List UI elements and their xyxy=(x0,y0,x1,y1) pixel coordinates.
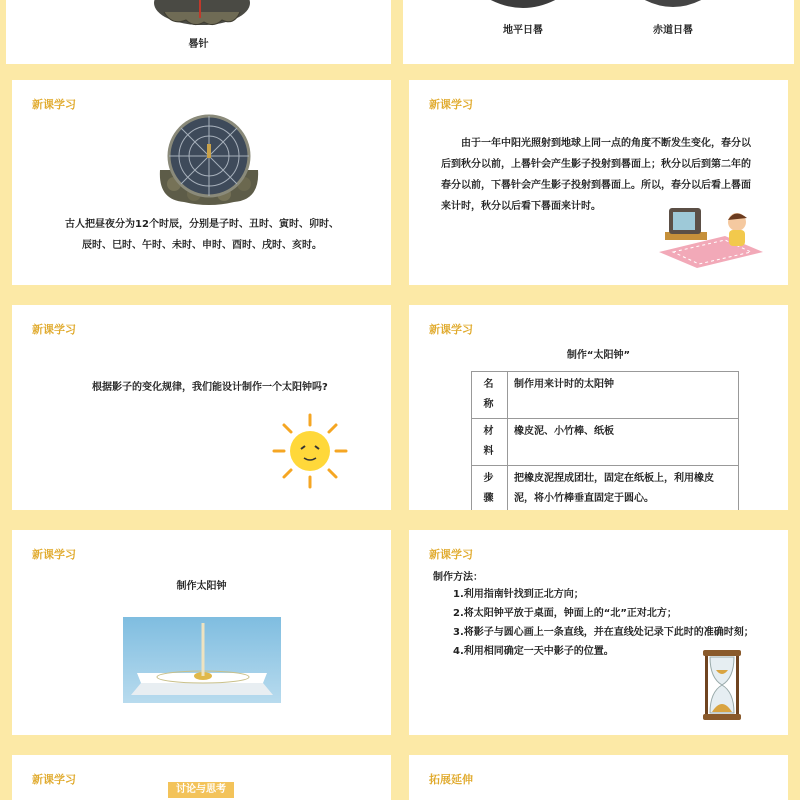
slide-timekeeping xyxy=(12,80,391,285)
table-row xyxy=(472,372,739,419)
slide-tag: 新课学习 xyxy=(32,98,76,111)
row-key: 材料 xyxy=(472,419,508,466)
row-value: 把橡皮泥捏成团壮，固定在纸板上，利用橡皮泥，将小竹棒垂直固定于圆心。 xyxy=(508,466,739,511)
table-row xyxy=(472,419,739,466)
question-text: 根据影子的变化规律，我们能设计制作一个太阳钟吗? xyxy=(92,382,328,393)
slide-tag: 新课学习 xyxy=(32,773,76,786)
slide-question xyxy=(12,305,391,510)
list-item: 2.将太阳钟平放于桌面，钟面上的“北”正对北方； xyxy=(453,608,677,619)
seasons-text: 由于一年中阳光照射到地球上同一点的角度不断发生变化，春分以后到秋分以前，上晷针会产生影子投射到晷面上；秋分以后到第二年的春分以前，下晷针会产生影子投射到晷面上。所以，春分以后看上晷面来计时，秋分以后看下晷面来计时。 xyxy=(441,138,751,212)
row-key: 步骤 xyxy=(472,466,508,511)
list-item: 1.利用指南针找到正北方向； xyxy=(453,589,584,600)
slide-tag: 新课学习 xyxy=(429,548,473,561)
photo-title: 制作太阳钟 xyxy=(176,581,227,592)
child-watching-tv-illustration xyxy=(655,202,767,268)
slide-tag: 新课学习 xyxy=(429,98,473,111)
sun-illustration xyxy=(272,413,348,489)
slide-tag: 新课学习 xyxy=(32,323,76,336)
slide-method xyxy=(409,530,788,735)
slide-tag: 新课学习 xyxy=(429,323,473,336)
row-key: 名称 xyxy=(472,372,508,419)
horizontal-sundial-caption: 地平日晷 xyxy=(503,25,543,36)
slide-tag: 拓展延伸 xyxy=(429,773,473,786)
discussion-badge: 讨论与思考 xyxy=(168,782,234,798)
slide-top-left xyxy=(6,0,391,64)
slide-top-right xyxy=(403,0,794,64)
list-item: 4.利用相同确定一天中影子的位置。 xyxy=(453,646,614,657)
row-value: 橡皮泥、小竹棒、纸板 xyxy=(508,419,739,466)
list-item: 3.将影子与圆心画上一条直线，并在直线处记录下此时的准确时刻； xyxy=(453,627,754,638)
project-table xyxy=(471,371,739,510)
hourglass-illustration xyxy=(697,648,747,722)
gnomon-caption: 晷针 xyxy=(188,39,209,50)
table-title: 制作“太阳钟” xyxy=(566,350,631,361)
equatorial-sundial-caption: 赤道日晷 xyxy=(653,25,693,36)
equatorial-sundial-image xyxy=(633,0,713,18)
slide-seasons xyxy=(409,80,788,285)
method-heading: 制作方法： xyxy=(433,572,483,583)
slide-extension xyxy=(409,755,788,800)
sundial-image xyxy=(154,114,264,206)
slide-make-sun-clock-photo xyxy=(12,530,391,735)
sun-clock-photo xyxy=(123,617,281,703)
table-row xyxy=(472,466,739,511)
slide-discussion xyxy=(12,755,391,800)
slide-make-sun-clock-table xyxy=(409,305,788,510)
horizontal-sundial-image xyxy=(483,0,563,18)
slide-tag: 新课学习 xyxy=(32,548,76,561)
sundial-image xyxy=(142,0,262,38)
shichen-text: 古人把昼夜分为12个时辰，分别是子时、丑时、寅时、卯时、辰时、巳时、午时、未时、申时、酉时、戌时、亥时。 xyxy=(65,219,339,251)
row-value: 制作用来计时的太阳钟 xyxy=(508,372,739,419)
